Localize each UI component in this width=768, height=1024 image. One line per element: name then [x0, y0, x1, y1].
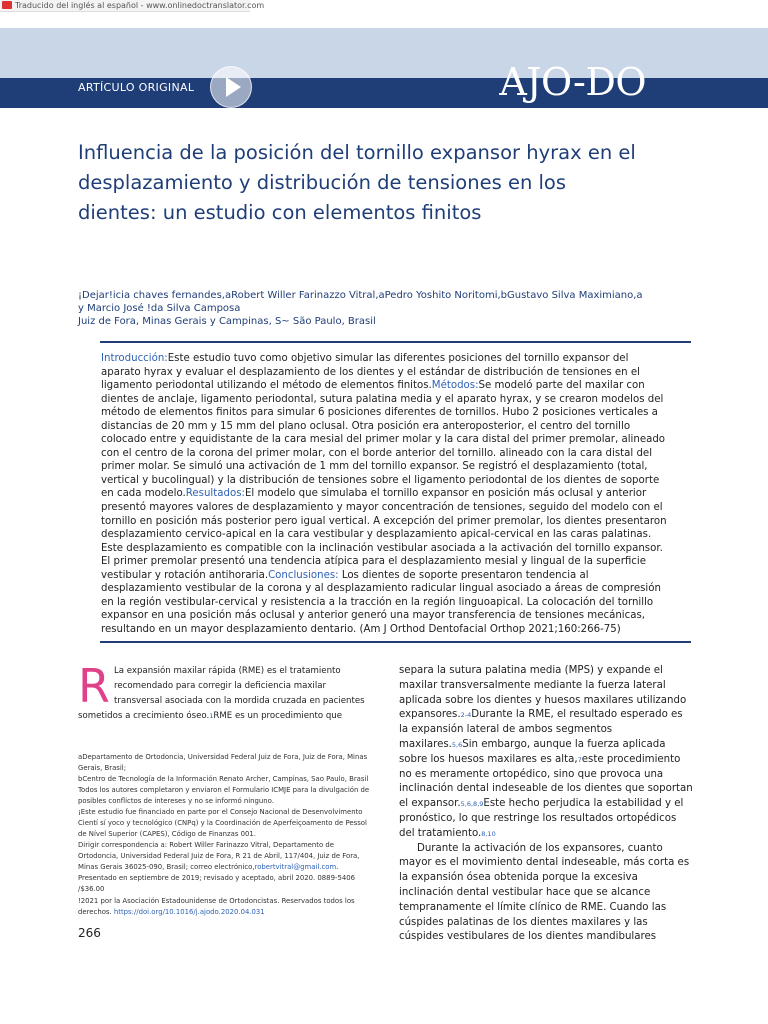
submission-dates: . Presentado en septiembre de 2019; revisado y aceptado, abril 2020. 0889-5406 /$36.00: [78, 863, 355, 893]
body-paragraph-1: [399, 664, 693, 842]
article-type-label: ARTÍCULO ORIGINAL: [78, 81, 195, 94]
translator-banner[interactable]: [0, 0, 265, 12]
email-link[interactable]: robertvitral@gmail.com: [254, 863, 337, 871]
reference-link[interactable]: 5,6,8,9: [460, 800, 484, 809]
footnote-correspondence: [78, 840, 370, 895]
page-number: 266: [78, 926, 101, 940]
abstract-heading-introduction: Introducción:: [101, 353, 168, 364]
body-left-column: [78, 659, 370, 724]
abstract-bottom-divider: [100, 641, 691, 643]
footnote-funding: ¡Este estudio fue financiado en parte por el Consejo Nacional de Desenvolvimento Cientí sí yoco y tecnológico (CNPq) y la Coordinación de Aperfeiçoamento de Pessol de Nível Superior (CAPES), Código de Finanzas 001.: [78, 808, 367, 838]
translator-icon: [2, 1, 12, 9]
journal-logo: AJO-DO: [499, 60, 646, 104]
play-button[interactable]: [210, 66, 252, 108]
abstract-heading-conclusions: Conclusiones:: [268, 569, 339, 581]
reference-link[interactable]: 2-4: [460, 711, 472, 720]
correspondence-text: Dirigir correspondencia a: Robert Willer Farinazzo Vitral, Departamento de Ortodoncia, Universidad Federal Juiz de Fora, R 21 de Abril, 117/404, Juiz de Fora, Minas Gerais 36025-090, Brasil; correo electrónico,: [78, 841, 360, 871]
article-title: Influencia de la posición del tornillo expansor hyrax en el desplazamiento y distribución de tensiones en los dientes: un estudio con elementos finitos: [78, 141, 636, 224]
abstract-heading-methods: Métodos:: [431, 380, 479, 392]
body-text: Durante la RME, el resultado esperado es la expansión lateral de ambos segmentos maxilares.: [399, 709, 683, 750]
author-line-1: ¡Dejar!icia chaves fernandes,aRobert Willer Farinazzo Vitral,aPedro Yoshito Noritomi,bGustavo Silva Maximiano,a: [78, 290, 643, 301]
copyright-notice: [78, 896, 370, 918]
abstract-results-text: El modelo que simulaba el tornillo expansor en posición más oclusal y anterior presentó mayores valores de desplazamiento y mayor concentración de tensiones, seguido del modelo con el tornillo en posición más posterior pero igual vertical. A excepción del primer premolar, los dientes presentaron desplazamiento cervico-apical en la cara vestibular y desplazamiento apical-cervical en las caras palatinas. Este desplazamiento es compatible con la inclinación vestibular asociada a la activación del tornillo expansor. El primer premolar presentó una tendencia atípica para el desplazamiento mesial y lingual de la superficie vestibular y rotación antihoraria.: [101, 488, 667, 581]
copyright-text: !2021 por la Asociación Estadounidense de Ortodoncistas. Reservados todos los derechos.: [78, 897, 355, 916]
abstract-introduction-text: Este estudio tuvo como objetivo simular las diferentes posiciones del tornillo expansor del aparato hyrax y evaluar el desplazamiento de los dientes y el estándar de distribución de tensiones en el ligamento periodontal utilizando el método de elementos finitos.: [101, 353, 640, 392]
footnote-affiliation-a: aDepartamento de Ortodoncia, Universidad Federal Juiz de Fora, Juiz de Fora, Minas Gerais, Brasil;: [78, 753, 368, 772]
translator-banner-text[interactable]: Traducido del inglés al español - www.onlinedoctranslator.com: [15, 1, 265, 10]
body-right-column: [399, 664, 693, 945]
footnote-affiliation-b: bCentro de Tecnología de la Información Renato Archer, Campinas, Sao Paulo, Brasil: [78, 775, 369, 783]
reference-link[interactable]: 8,10: [481, 829, 496, 838]
reference-link[interactable]: 7: [577, 755, 582, 764]
abstract-conclusions-text: Los dientes de soporte presentaron tendencia al desplazamiento vestibular de la corona y al desplazamiento radicular lingual asociado a áreas de compresión en la región vestibular-cervical y resistencia a la tracción en la región linguoapical. La colocación del tornillo expansor en una posición más oclusal y anterior generó una mayor transferencia de tensiones mecánicas, resultando en un mayor desplazamiento dentario. (Am J Orthod Dentofacial Orthop 2021;160:266-75): [101, 569, 661, 635]
reference-link[interactable]: 1: [209, 712, 214, 720]
drop-cap: R: [78, 659, 110, 713]
author-line-2: y Marcio José !da Silva Camposa: [78, 303, 241, 314]
doi-link[interactable]: https://doi.org/10.1016/j.ajodo.2020.04.031: [113, 908, 265, 916]
footnotes: [78, 752, 370, 895]
abstract: [101, 352, 671, 636]
play-icon: [226, 77, 241, 97]
body-text: Sin embargo, aunque la fuerza aplicada sobre los huesos maxilares es alta,: [399, 738, 666, 765]
body-left-text-b: RME es un procedimiento que: [213, 711, 343, 721]
body-left-text-a: La expansión maxilar rápida (RME) es el tratamiento recomendado para corregir la deficiencia maxilar transversal asociada con la mordida cruzada en pacientes sometidos a crecimiento óseo.: [78, 666, 365, 721]
body-text: separa la sutura palatina media (MPS) y expande el maxilar transversalmente mediante la fuerza lateral aplicada sobre los dientes y huesos maxilares utilizando expansores.: [399, 665, 687, 721]
body-text: este procedimiento no es meramente ortopédico, sino que provoca una inclinación dental indeseable de los dientes que soportan el expansor.: [399, 753, 693, 810]
author-affiliation-line: Juiz de Fora, Minas Gerais y Campinas, S~ São Paulo, Brasil: [78, 316, 376, 327]
abstract-top-divider: [100, 341, 691, 343]
body-text: Este hecho perjudica la estabilidad y el pronóstico, lo que restringe los resultados ortopédicos del tratamiento.: [399, 798, 684, 839]
journal-header-band: [0, 28, 768, 78]
body-paragraph-2: Durante la activación de los expansores, cuanto mayor es el movimiento dental indeseable, más corta es la expansión ósea obtenida porque la excesiva inclinación dental vestibular hace que se alcance tempranamente el límite clínico de RME. Cuando las cúspides palatinas de los dientes maxilares y las cúspides vestibulares de los dientes mandibulares: [399, 842, 690, 943]
reference-link[interactable]: 5,6: [451, 740, 463, 749]
author-list: [78, 289, 678, 328]
abstract-methods-text: Se modeló parte del maxilar con dientes de anclaje, ligamento periodontal, sutura palatina media y el aparato hyrax, y se crearon modelos del método de elementos finitos para simular 6 posiciones diferentes de tornillos. Hubo 2 posiciones verticales a distancias de 20 mm y 15 mm del plano oclusal. Otra posición era anteroposterior, el centro del tornillo colocado entre y equidistante de la cara mesial del primer molar y la cara distal del primer premolar, alineado con el centro de la corona del primer molar, con el borde anterior del tornillo. alineado con la cara distal del primer molar. Se simuló una activación de 1 mm del tornillo expansor. Se registró el desplazamiento (total, vertical y bucolingual) y la distribución de tensiones sobre el ligamento periodontal de los dientes de soporte en cada modelo.: [101, 380, 666, 500]
footnote-conflicts: Todos los autores completaron y enviaron el Formulario ICMJE para la divulgación de posibles conflictos de intereses y no se informó ninguno.: [78, 786, 370, 805]
abstract-heading-results: Resultados:: [185, 488, 245, 500]
